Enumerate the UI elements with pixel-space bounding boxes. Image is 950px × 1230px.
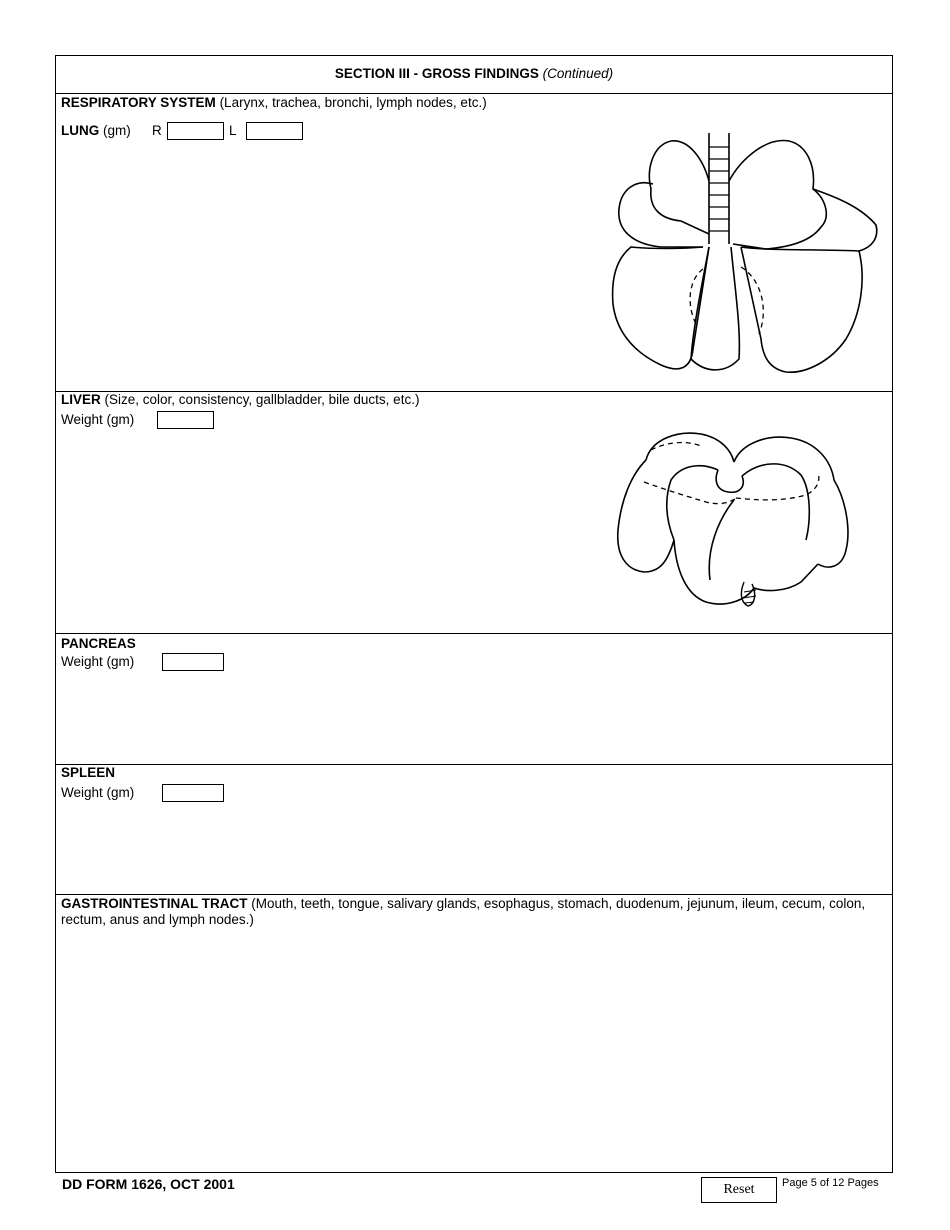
reset-button[interactable]: Reset bbox=[701, 1177, 777, 1203]
lung-unit: (gm) bbox=[103, 123, 131, 138]
section-title: SECTION III - GROSS FINDINGS bbox=[334, 66, 539, 81]
respiratory-section bbox=[56, 93, 892, 391]
pancreas-title: PANCREAS bbox=[61, 636, 136, 651]
liver-weight-label: Weight (gm) bbox=[61, 412, 135, 427]
lung-right-label: R bbox=[152, 123, 162, 138]
gi-heading bbox=[61, 896, 872, 928]
pancreas-weight-input[interactable] bbox=[162, 653, 224, 671]
pancreas-heading bbox=[61, 636, 136, 652]
liver-diagram bbox=[606, 420, 866, 620]
gi-desc: (Mouth, teeth, tongue, salivary glands, esophagus, stomach, duodenum, jejunum, ileum, cecum, colon, rectum, anus and lymph nodes.) bbox=[61, 896, 866, 927]
lung-left-label: L bbox=[229, 123, 237, 138]
spleen-weight-input[interactable] bbox=[162, 784, 224, 802]
respiratory-heading bbox=[61, 95, 487, 111]
lung-diagram bbox=[591, 129, 881, 384]
liver-heading bbox=[61, 392, 419, 408]
section-header bbox=[56, 56, 892, 93]
respiratory-desc: (Larynx, trachea, bronchi, lymph nodes, etc.) bbox=[219, 95, 487, 110]
pancreas-section bbox=[56, 633, 892, 764]
lung-right-weight-input[interactable] bbox=[167, 122, 224, 140]
liver-title: LIVER bbox=[61, 392, 101, 407]
liver-weight-input[interactable] bbox=[157, 411, 214, 429]
spleen-title: SPLEEN bbox=[61, 765, 116, 780]
lung-label: LUNG bbox=[61, 123, 100, 138]
liver-section bbox=[56, 391, 892, 633]
lung-label-row bbox=[61, 123, 131, 139]
lung-left-weight-input[interactable] bbox=[246, 122, 303, 140]
page-info: Page 5 of 12 Pages bbox=[782, 1177, 879, 1189]
liver-desc: (Size, color, consistency, gallbladder, bile ducts, etc.) bbox=[104, 392, 420, 407]
gi-section bbox=[56, 894, 892, 1172]
form-page bbox=[55, 55, 893, 1173]
pancreas-weight-label: Weight (gm) bbox=[61, 654, 135, 669]
spleen-weight-label: Weight (gm) bbox=[61, 785, 135, 800]
spleen-section bbox=[56, 764, 892, 894]
gi-title: GASTROINTESTINAL TRACT bbox=[61, 896, 248, 911]
respiratory-title: RESPIRATORY SYSTEM bbox=[61, 95, 216, 110]
form-id: DD FORM 1626, OCT 2001 bbox=[62, 1176, 235, 1192]
spleen-heading bbox=[61, 765, 115, 781]
section-continued: (Continued) bbox=[542, 66, 614, 81]
